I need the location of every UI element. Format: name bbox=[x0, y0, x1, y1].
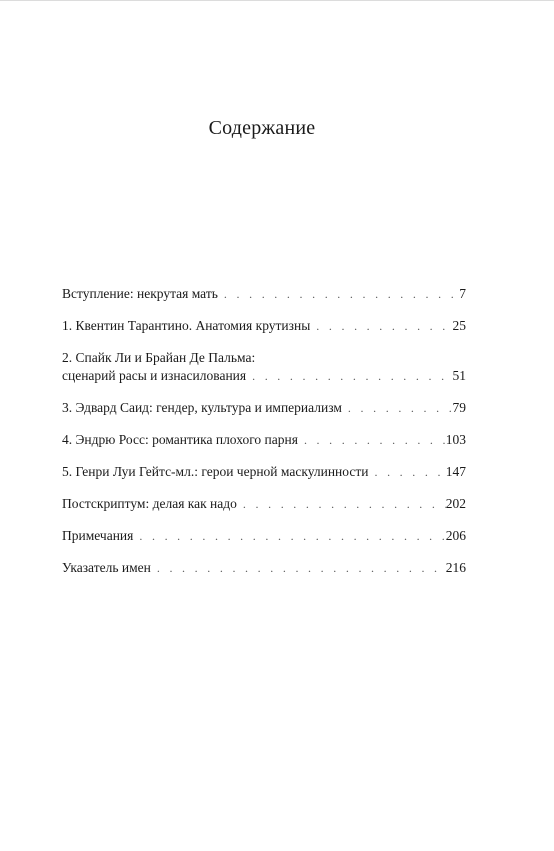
toc-entry-title: Примечания bbox=[62, 528, 134, 543]
dot-leader bbox=[133, 527, 445, 545]
toc-entry-title: 4. Эндрю Росс: романтика плохого парня bbox=[62, 432, 298, 447]
toc-entry-title: Указатель имен bbox=[62, 560, 151, 575]
toc-entry bbox=[62, 317, 466, 335]
dot-leader bbox=[237, 495, 446, 513]
toc-page-number: 103 bbox=[445, 432, 466, 447]
toc-entry-title: 2. Спайк Ли и Брайан Де Пальма: bbox=[62, 350, 256, 365]
toc-page-number: 206 bbox=[445, 528, 466, 543]
toc-page-number: 7 bbox=[459, 286, 466, 301]
toc-page-number: 216 bbox=[445, 560, 466, 575]
toc-entry-title: 1. Квентин Тарантино. Анатомия крутизны bbox=[62, 318, 311, 333]
toc-entry bbox=[62, 527, 466, 545]
toc-page-number: 25 bbox=[452, 318, 466, 333]
dot-leader bbox=[310, 317, 452, 335]
table-of-contents bbox=[62, 285, 466, 591]
dot-leader bbox=[151, 559, 446, 577]
toc-page-number: 51 bbox=[452, 368, 466, 383]
toc-entry-title-continued: сценарий расы и изнасилования bbox=[62, 368, 247, 383]
toc-page-number: 79 bbox=[452, 400, 466, 415]
toc-entry bbox=[62, 285, 466, 303]
toc-entry-title: Постскриптум: делая как надо bbox=[62, 496, 237, 511]
toc-entry bbox=[62, 431, 466, 449]
dot-leader bbox=[298, 431, 446, 449]
toc-entry bbox=[62, 463, 466, 481]
toc-entry bbox=[62, 349, 466, 385]
toc-entry-title: Вступление: некрутая мать bbox=[62, 286, 218, 301]
toc-entry-title: 3. Эдвард Саид: гендер, культура и империализм bbox=[62, 400, 342, 415]
toc-entry-title: 5. Генри Луи Гейтс-мл.: герои черной маскулинности bbox=[62, 464, 369, 479]
dot-leader bbox=[218, 285, 459, 303]
toc-entry bbox=[62, 559, 466, 577]
toc-entry bbox=[62, 399, 466, 417]
dot-leader bbox=[342, 399, 453, 417]
toc-page-number: 202 bbox=[445, 496, 466, 511]
page-title: Содержание bbox=[208, 117, 316, 139]
dot-leader bbox=[246, 367, 452, 385]
dot-leader bbox=[368, 463, 445, 481]
toc-entry bbox=[62, 495, 466, 513]
toc-page-number: 147 bbox=[445, 464, 466, 479]
